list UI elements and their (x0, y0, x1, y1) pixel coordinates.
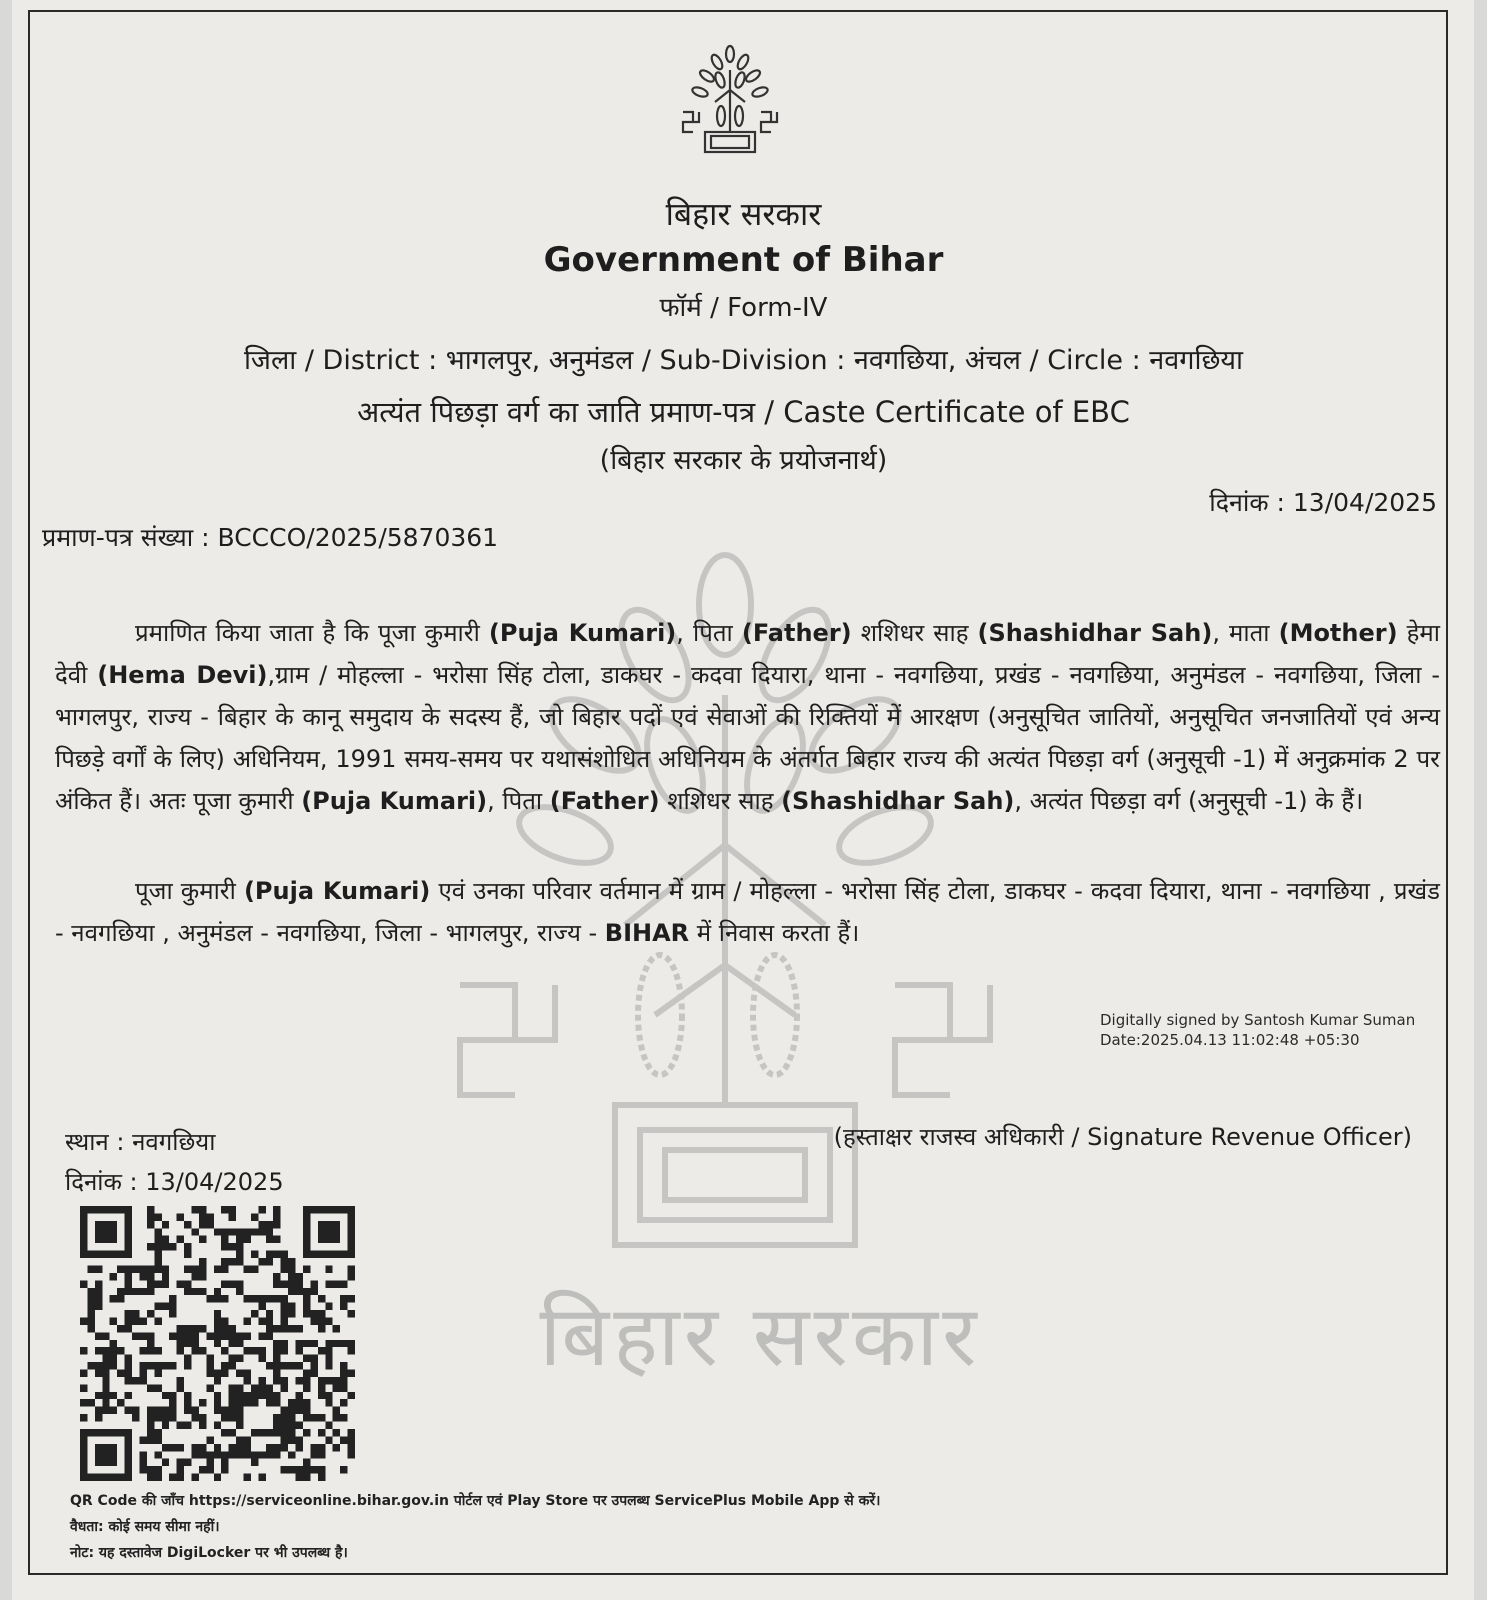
text: एवं उनका परिवार वर्तमान में ग्राम / मोहल्ला - भरोसा सिंह टोला, डाकघर - कदवा दियारा, थाना - नवगछिया , प्रखंड - नवगछिया , अनुमंडल - नवगछिया, जिला - भागलपुर, राज्य - (55, 877, 1440, 947)
father-label: (Father) (741, 619, 852, 647)
digilocker-note: नोट: यह दस्तावेज DigiLocker पर भी उपलब्ध है। (70, 1545, 348, 1561)
state-en: BIHAR (604, 919, 690, 947)
govt-title-english: Government of Bihar (543, 240, 944, 280)
place: स्थान : नवगछिया (65, 1128, 216, 1156)
text: , पिता (676, 619, 742, 647)
text: , पिता (487, 787, 550, 815)
text: प्रमाणित किया जाता है कि पूजा कुमारी (135, 619, 489, 647)
name-en: (Puja Kumari) (301, 787, 488, 815)
form-label: फॉर्म / Form-IV (659, 293, 828, 323)
text: शशिधर साह (851, 619, 978, 647)
digital-signer: Digitally signed by Santosh Kumar Suman (1100, 1011, 1416, 1029)
text: शशिधर साह (659, 787, 782, 815)
certificate-number: प्रमाण-पत्र संख्या : BCCCO/2025/5870361 (42, 523, 499, 552)
father-name-en: (Shashidhar Sah) (977, 619, 1213, 647)
watermark-text: बिहार सरकार (539, 1287, 981, 1385)
text: हेमा देवी (55, 619, 1440, 689)
footer-notes (70, 1488, 880, 1566)
text: में निवास करता हैं। (689, 919, 860, 947)
mother-label: (Mother) (1278, 619, 1398, 647)
digital-signature (1100, 1010, 1415, 1050)
digital-sign-date: Date:2025.04.13 11:02:48 +05:30 (1100, 1031, 1360, 1049)
place-date-block (65, 1122, 284, 1202)
certificate-title: अत्यंत पिछड़ा वर्ग का जाति प्रमाण-पत्र / Caste Certificate of EBC (357, 395, 1130, 429)
father-label: (Father) (549, 787, 660, 815)
purpose-line: (बिहार सरकार के प्रयोजनार्थ) (599, 445, 888, 476)
text: पूजा कुमारी (135, 877, 244, 905)
name-en: (Puja Kumari) (488, 619, 677, 647)
name-en: (Puja Kumari) (243, 877, 431, 905)
certificate-paragraph-1 (55, 612, 1440, 822)
govt-title-hindi: बिहार सरकार (665, 195, 822, 233)
certificate-paragraph-2 (55, 870, 1440, 954)
text: ,ग्राम / मोहल्ला - भरोसा सिंह टोला, डाकघर - कदवा दियारा, थाना - नवगछिया, प्रखंड - नवगछिया, अनुमंडल - नवगछिया, जिला - भागलपुर, राज्य - बिहार के कानू समुदाय के सदस्य हैं, जो बिहार पदों एवं सेवाओं की रिक्तियों में आरक्षण (अनुसूचित जातियों, अनुसूचित जनजातियों एवं अन्य पिछड़े वर्गों के लिए) अधिनियम, 1991 समय-समय पर यथासंशोधित अधिनियम के अंतर्गत बिहार राज्य की अत्यंत पिछड़ा वर्ग (अनुसूची -1) में अनुक्रमांक 2 पर अंकित हैं। अतः पूजा कुमारी (55, 661, 1440, 815)
qr-verify-note: QR Code की जाँच https://serviceonline.bihar.gov.in पोर्टल एवं Play Store पर उपलब्ध ServicePlus Mobile App से करें। (70, 1493, 881, 1509)
text: , माता (1212, 619, 1279, 647)
bihar-emblem-icon (675, 40, 785, 160)
signature-label: (हस्ताक्षर राजस्व अधिकारी / Signature Revenue Officer) (833, 1123, 1412, 1151)
qr-code[interactable] (80, 1206, 355, 1481)
validity-note: वैधता: कोई समय सीमा नहीं। (70, 1519, 220, 1535)
sign-date: दिनांक : 13/04/2025 (65, 1168, 284, 1196)
father-name-en: (Shashidhar Sah) (781, 787, 1015, 815)
issue-date: दिनांक : 13/04/2025 (1209, 488, 1437, 517)
district-line: जिला / District : भागलपुर, अनुमंडल / Sub-Division : नवगछिया, अंचल / Circle : नवगछिया (243, 345, 1244, 376)
text: , अत्यंत पिछड़ा वर्ग (अनुसूची -1) के हैं। (1014, 787, 1364, 815)
mother-name-en: (Hema Devi) (97, 661, 268, 689)
